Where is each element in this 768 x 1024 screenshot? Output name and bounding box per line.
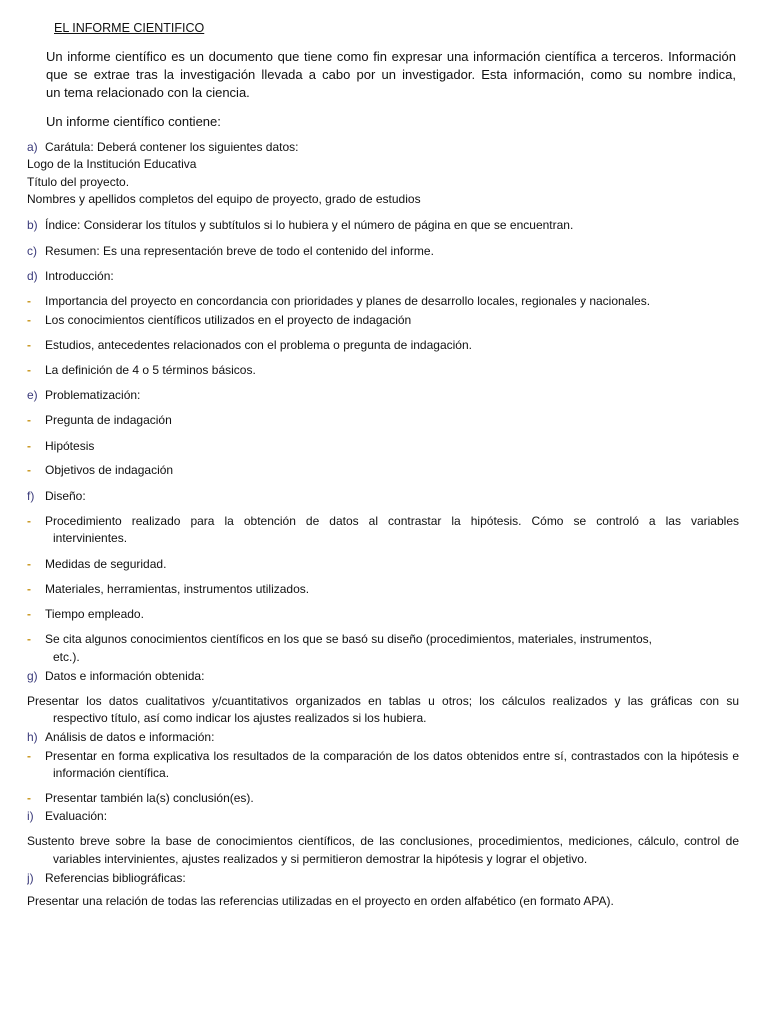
section-i-heading <box>27 808 739 824</box>
section-f-bullet-2 <box>27 556 739 572</box>
section-g-text-1: Presentar los datos cualitativos y/cuantitativos organizados en tablas u otros; los cálculos realizados y las gráficas con su <box>27 694 739 708</box>
bullet-text: Pregunta de indagación <box>45 413 172 427</box>
bullet-dash: - <box>27 439 31 453</box>
bullet-dash: - <box>27 294 31 308</box>
bullet-dash: - <box>27 338 31 352</box>
bullet-dash: - <box>27 749 31 763</box>
section-h-bullet-2 <box>27 790 739 806</box>
section-d-bullet-4 <box>27 362 739 378</box>
section-g-text-2: respectivo título, así como indicar los ajustes realizados si los hubiera. <box>53 711 427 725</box>
section-c-title: Resumen: Es una representación breve de todo el contenido del informe. <box>45 244 434 258</box>
bullet-dash: - <box>27 791 31 805</box>
bullet-text: Procedimiento realizado para la obtención de datos al contrastar la hipótesis. Cómo se controló a las variables <box>45 514 739 528</box>
section-b-heading <box>27 217 739 233</box>
section-e-heading <box>27 387 739 403</box>
intro-line-1: Un informe científico es un documento que tiene como fin expresar una información científica a terceros. Información <box>46 49 736 64</box>
section-h-marker: h) <box>27 730 38 744</box>
bullet-text: La definición de 4 o 5 términos básicos. <box>45 363 256 377</box>
section-j-marker: j) <box>27 871 34 885</box>
bullet-text: Los conocimientos científicos utilizados en el proyecto de indagación <box>45 313 412 327</box>
bullet-dash: - <box>27 632 31 646</box>
section-b-title: Índice: Considerar los títulos y subtítulos si lo hubiera y el número de página en que se encuentran. <box>45 218 574 232</box>
section-a-line-3: Nombres y apellidos completos del equipo de proyecto, grado de estudios <box>27 192 421 206</box>
section-a-marker: a) <box>27 140 38 154</box>
section-d-bullet-2 <box>27 312 739 328</box>
intro-line-3: un tema relacionado con la ciencia. <box>46 85 250 100</box>
section-f-title: Diseño: <box>45 489 86 503</box>
section-f-bullet-3 <box>27 581 739 597</box>
bullet-dash: - <box>27 413 31 427</box>
section-g-marker: g) <box>27 669 38 683</box>
bullet-text: Se cita algunos conocimientos científicos en los que se basó su diseño (procedimientos, materiales, instrumentos, <box>45 632 652 646</box>
section-j-text: Presentar una relación de todas las referencias utilizadas en el proyecto en orden alfabético (en formato APA). <box>27 894 614 908</box>
section-e-bullet-3 <box>27 462 739 478</box>
section-c-marker: c) <box>27 244 37 258</box>
section-h-title: Análisis de datos e información: <box>45 730 215 744</box>
section-i-marker: i) <box>27 809 34 823</box>
document-title: EL INFORME CIENTIFICO <box>54 21 205 35</box>
bullet-text: Importancia del proyecto en concordancia con prioridades y planes de desarrollo locales, regionales y nacionales. <box>45 294 651 308</box>
bullet-text: Presentar también la(s) conclusión(es). <box>45 791 254 805</box>
section-d-heading <box>27 268 739 284</box>
section-f-bullet-5-cont: etc.). <box>53 650 80 664</box>
section-d-marker: d) <box>27 269 38 283</box>
bullet-dash: - <box>27 463 31 477</box>
section-h-bullet-1-cont: información científica. <box>53 766 170 780</box>
section-a-title: Carátula: Deberá contener los siguientes datos: <box>45 140 299 154</box>
bullet-dash: - <box>27 514 31 528</box>
section-d-bullet-1 <box>27 293 739 309</box>
contains-heading: Un informe científico contiene: <box>46 114 221 129</box>
section-j-title: Referencias bibliográficas: <box>45 871 186 885</box>
section-f-bullet-1 <box>27 513 739 529</box>
bullet-text: Presentar en forma explicativa los resultados de la comparación de los datos obtenidos entre sí, contrastados con la hipótesis e <box>45 749 739 763</box>
bullet-text: Objetivos de indagación <box>45 463 174 477</box>
section-f-bullet-5 <box>27 631 739 647</box>
section-a-line-1: Logo de la Institución Educativa <box>27 157 197 171</box>
intro-line-2: que se extrae tras la investigación llevada a cabo por un investigador. Esta información, como su nombre indica, <box>46 67 736 82</box>
section-f-heading <box>27 488 739 504</box>
bullet-text: Materiales, herramientas, instrumentos utilizados. <box>45 582 310 596</box>
bullet-dash: - <box>27 607 31 621</box>
section-e-title: Problematización: <box>45 388 141 402</box>
bullet-text: Medidas de seguridad. <box>45 557 167 571</box>
bullet-dash: - <box>27 313 31 327</box>
section-f-marker: f) <box>27 489 35 503</box>
section-a-heading <box>27 139 739 155</box>
bullet-text: Tiempo empleado. <box>45 607 144 621</box>
section-a-line-2: Título del proyecto. <box>27 175 130 189</box>
section-g-heading <box>27 668 739 684</box>
bullet-dash: - <box>27 582 31 596</box>
section-d-title: Introducción: <box>45 269 114 283</box>
section-i-title: Evaluación: <box>45 809 108 823</box>
section-j-heading <box>27 870 739 886</box>
section-e-bullet-1 <box>27 412 739 428</box>
section-b-marker: b) <box>27 218 38 232</box>
section-f-bullet-4 <box>27 606 739 622</box>
section-e-bullet-2 <box>27 438 739 454</box>
section-h-bullet-1 <box>27 748 739 764</box>
section-e-marker: e) <box>27 388 38 402</box>
bullet-text: Estudios, antecedentes relacionados con el problema o pregunta de indagación. <box>45 338 472 352</box>
bullet-dash: - <box>27 363 31 377</box>
bullet-dash: - <box>27 557 31 571</box>
section-i-text-2: variables intervinientes, ajustes realizados y si permitieron demostrar la hipótesis y lograr el objetivo. <box>53 852 588 866</box>
bullet-text: Hipótesis <box>45 439 95 453</box>
section-f-bullet-1-cont: intervinientes. <box>53 531 128 545</box>
section-d-bullet-3 <box>27 337 739 353</box>
section-h-heading <box>27 729 739 745</box>
section-c-heading <box>27 243 739 259</box>
section-g-title: Datos e información obtenida: <box>45 669 205 683</box>
section-i-text-1: Sustento breve sobre la base de conocimientos científicos, de las conclusiones, procedimientos, mediciones, cálculo, control de <box>27 834 739 848</box>
